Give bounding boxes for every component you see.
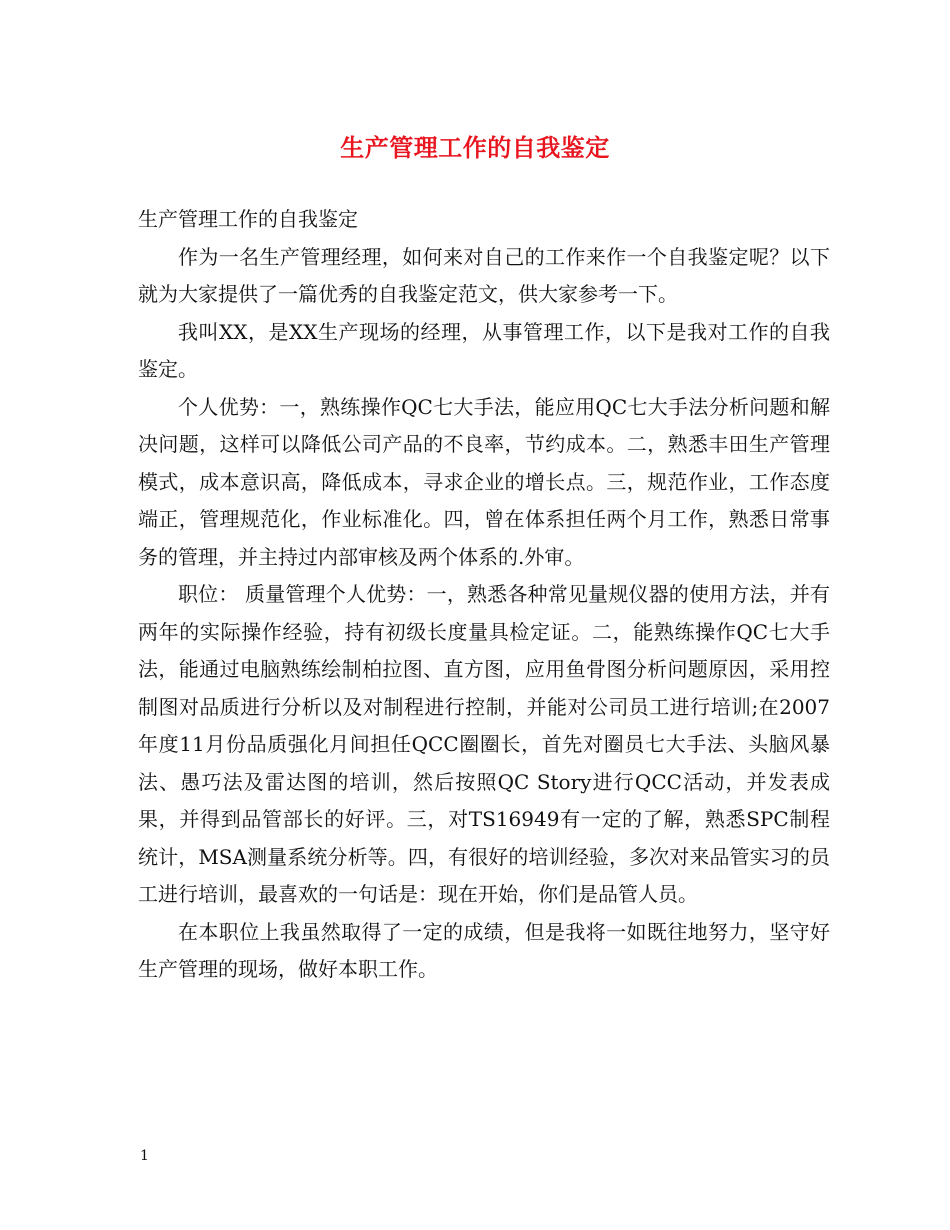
- paragraph-quality-management: 职位： 质量管理个人优势：一，熟悉各种常见量规仪器的使用方法，并有两年的实际操作经验，持有初级长度量具检定证。二，能熟练操作QC七大手法，能通过电脑熟练绘制柏拉图、直方图，应用鱼骨图分析问题原因，采用控制图对品质进行分析以及对制程进行控制，并能对公司员工进行培训;在2007年度11月份品质强化月间担任QCC圈圈长，首先对圈员七大手法、头脑风暴法、愚巧法及雷达图的培训，然后按照QC Story进行QCC活动，并发表成果，并得到品管部长的好评。三，对TS16949有一定的了解，熟悉SPC制程统计，MSA测量系统分析等。四，有很好的培训经验，多次对来品管实习的员工进行培训，最喜欢的一句话是：现在开始，你们是品管人员。: [138, 582, 830, 906]
- page-title: 生产管理工作的自我鉴定: [340, 133, 610, 162]
- paragraph-self-introduction: 我叫XX，是XX生产现场的经理，从事管理工作，以下是我对工作的自我鉴定。: [138, 319, 830, 381]
- paragraph-intro: 作为一名生产管理经理，如何来对自己的工作来作一个自我鉴定呢？以下就为大家提供了一篇优秀的自我鉴定范文，供大家参考一下。: [138, 244, 830, 306]
- document-subtitle: 生产管理工作的自我鉴定: [138, 207, 358, 231]
- page-number: 1: [140, 1148, 149, 1164]
- document-body: [138, 201, 830, 989]
- paragraph-conclusion: 在本职位上我虽然取得了一定的成绩，但是我将一如既往地努力，坚守好生产管理的现场，做好本职工作。: [138, 919, 830, 981]
- paragraph-personal-advantages: 个人优势：一，熟练操作QC七大手法，能应用QC七大手法分析问题和解决问题，这样可以降低公司产品的不良率，节约成本。二，熟悉丰田生产管理模式，成本意识高，降低成本，寻求企业的增长点。三，规范作业，工作态度端正，管理规范化，作业标准化。四，曾在体系担任两个月工作，熟悉日常事务的管理，并主持过内部审核及两个体系的.外审。: [138, 394, 830, 569]
